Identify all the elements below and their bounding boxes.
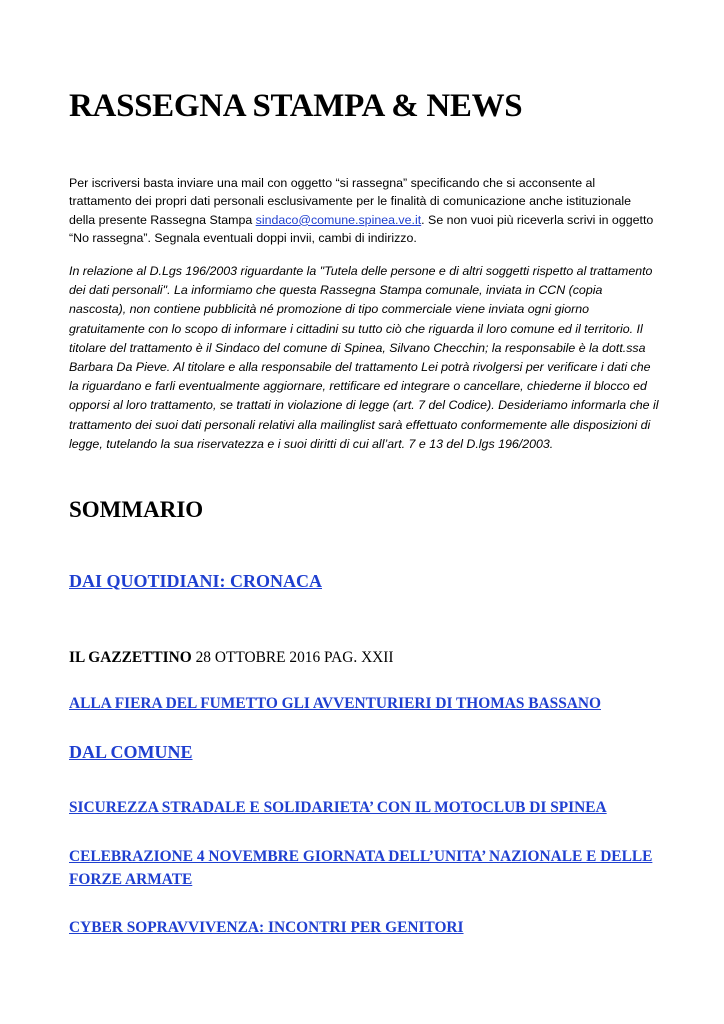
section-link-quotidiani-cronaca[interactable]: DAI QUOTIDIANI: CRONACA [69,571,323,591]
article-link-fiera-fumetto[interactable]: ALLA FIERA DEL FUMETTO GLI AVVENTURIERI DI THOMAS BASSANO [69,695,601,712]
newspaper-name: IL GAZZETTINO [69,649,192,666]
privacy-notice: In relazione al D.Lgs 196/2003 riguardante la "Tutela delle persone e di altri soggetti rispetto al trattamento dei dati personali". La informiamo che questa Rassegna Stampa comunale, inviata in CCN (copia nascosta), non contiene pubblicità né promozione di tipo commerciale viene inviata ogni giorno gratuitamente con lo scopo di informare i cittadini su tutto ciò che riguarda il loro comune ed il territorio. Il titolare del trattamento è il Sindaco del comune di Spinea, Silvano Checchin; la responsabile è la dott.ssa Barbara Da Pieve. Al titolare e alla responsabile del trattamento Lei potrà rivolgersi per verificare i dati che la riguardano e farli eventualmente aggiornare, rettificare ed integrare o cancellare, chiederne il blocco ed opporsi al loro trattamento, se trattati in violazione di legge (art. 7 del Codice). Desideriamo informarla che il trattamento dei suoi dati personali relativi alla mailinglist sarà effettuato conformemente alle disposizioni di legge, tutelando la sua riservatezza e i suoi diritti di cui all’art. 7 e 13 del D.lgs 196/2003. [69,264,659,451]
sommario-heading: SOMMARIO [69,497,204,522]
source-date-page: 28 OTTOBRE 2016 PAG. XXII [191,649,394,666]
article-source [69,648,394,668]
document-title: RASSEGNA STAMPA & NEWS [69,88,523,124]
section-link-dal-comune[interactable]: DAL COMUNE [69,742,193,762]
subscription-info [69,174,659,248]
email-link[interactable]: sindaco@comune.spinea.ve.it [255,212,422,227]
article-link-cyber-sopravvivenza[interactable]: CYBER SOPRAVVIVENZA: INCONTRI PER GENITORI [69,919,464,936]
article-link-celebrazione-4-novembre[interactable]: CELEBRAZIONE 4 NOVEMBRE GIORNATA DELL’UNITA’ NAZIONALE E DELLE FORZE ARMATE [69,848,653,888]
article-link-sicurezza-stradale[interactable]: SICUREZZA STRADALE E SOLIDARIETA’ CON IL MOTOCLUB DI SPINEA [69,799,607,816]
unsubscribe-text: . Se non vuoi più riceverla scrivi in oggetto “No rassegna”. Segnala eventuali doppi invii, cambi di indirizzo. [69,212,654,246]
subscription-text: Per iscriversi basta inviare una mail con oggetto “si rassegna” specificando che si acconsente al trattamento dei propri dati personali esclusivamente per le finalità di comunicazione anche istituzionale della presente Rassegna Stampa [69,176,632,227]
